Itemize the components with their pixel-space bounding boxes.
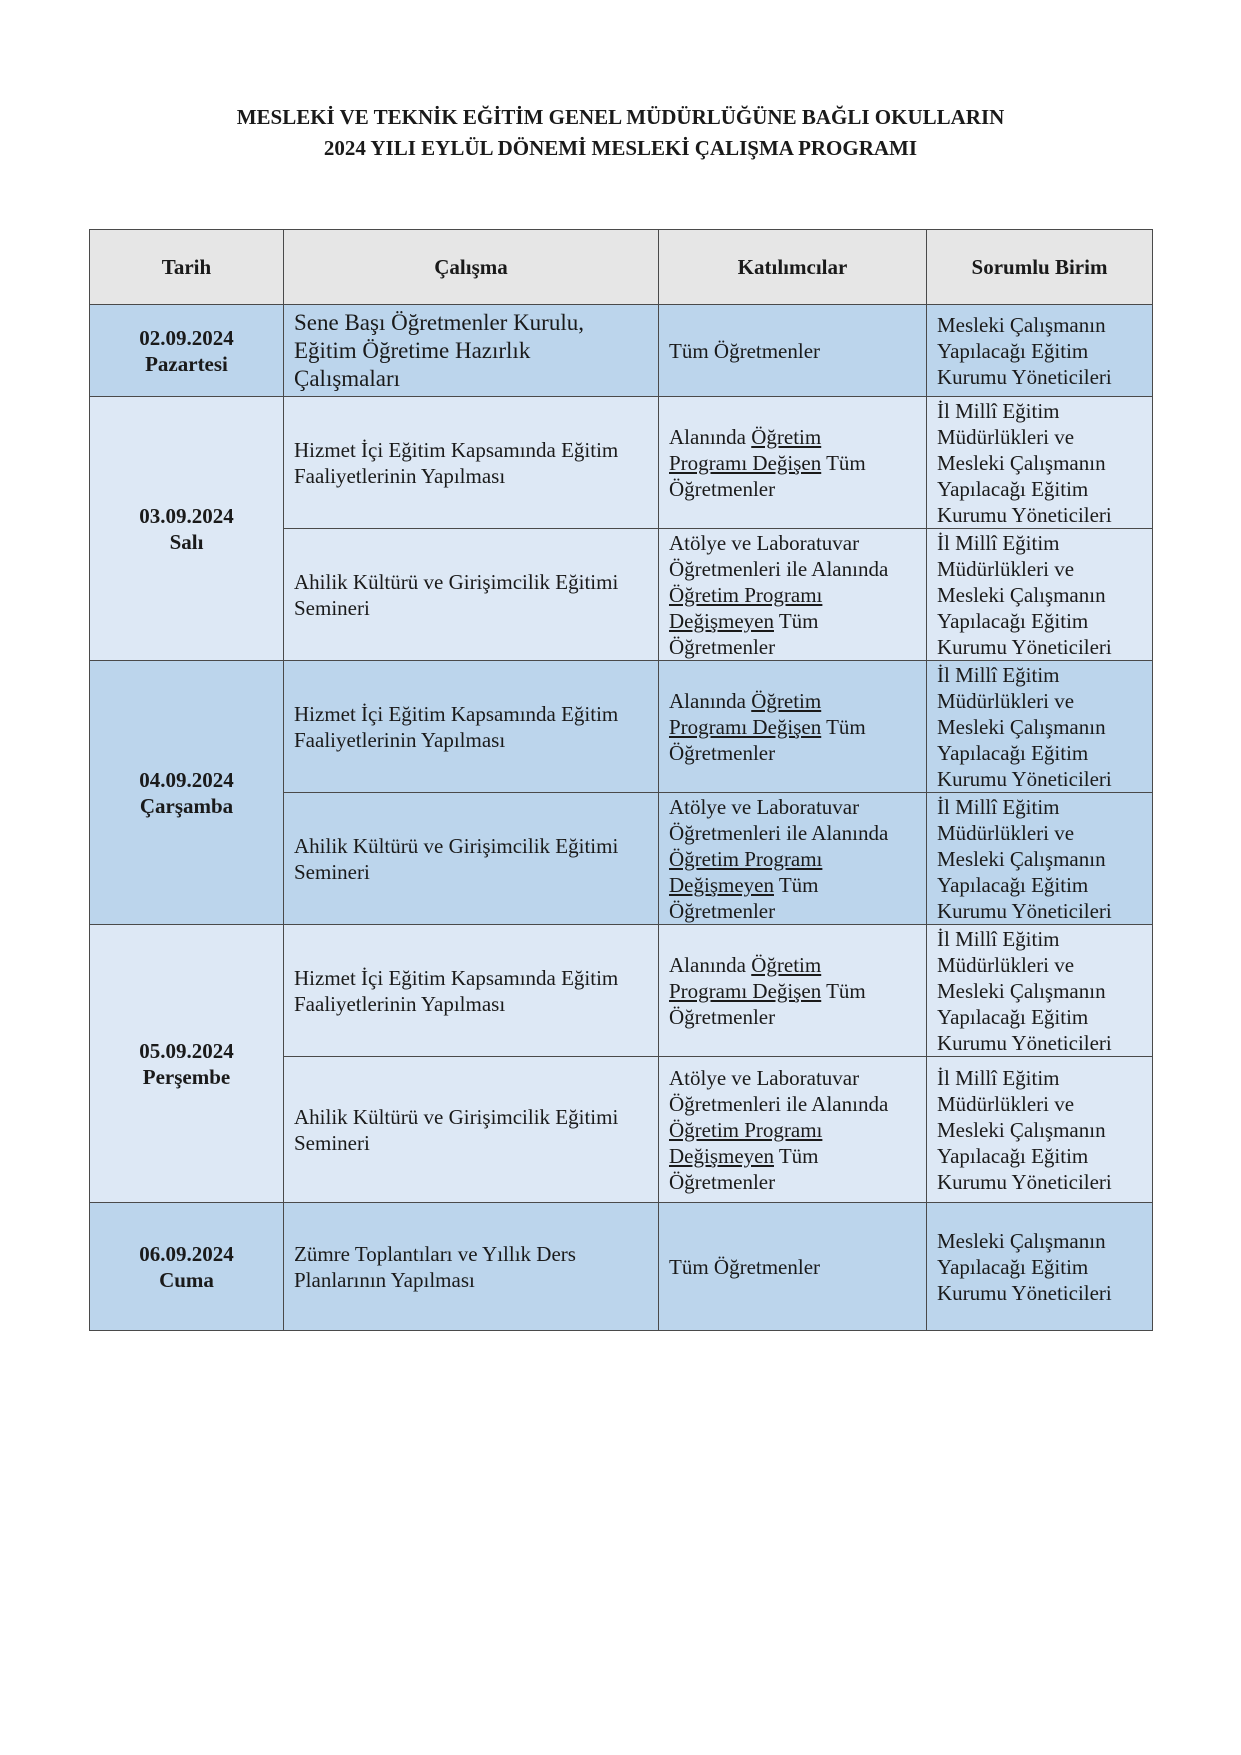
activity-cell: Hizmet İçi Eğitim Kapsamında Eğitim Faaliyetlerinin Yapılması xyxy=(284,925,659,1057)
activity-cell: Hizmet İçi Eğitim Kapsamında Eğitim Faaliyetlerinin Yapılması xyxy=(284,661,659,793)
unit-cell: Mesleki Çalışmanın Yapılacağı Eğitim Kurumu Yöneticileri xyxy=(927,1203,1153,1331)
table-row xyxy=(90,661,1153,793)
participants-cell: Tüm Öğretmenler xyxy=(659,305,927,397)
participants-cell: Alanında Öğretim Programı Değişen Tüm Öğretmenler xyxy=(659,661,927,793)
participants-cell: Atölye ve Laboratuvar Öğretmenleri ile Alanında Öğretim Programı Değişmeyen Tüm Öğretmenler xyxy=(659,793,927,925)
table-row xyxy=(90,305,1153,397)
unit-cell: İl Millî Eğitim Müdürlükleri ve Mesleki Çalışmanın Yapılacağı Eğitim Kurumu Yöneticileri xyxy=(927,1057,1153,1203)
table-row xyxy=(90,397,1153,529)
participants-cell: Tüm Öğretmenler xyxy=(659,1203,927,1331)
header-unit: Sorumlu Birim xyxy=(927,230,1153,305)
date-cell: 06.09.2024 Cuma xyxy=(90,1203,284,1331)
title-line-2: 2024 YILI EYLÜL DÖNEMİ MESLEKİ ÇALIŞMA PROGRAMI xyxy=(323,136,918,160)
unit-cell: Mesleki Çalışmanın Yapılacağı Eğitim Kurumu Yöneticileri xyxy=(927,305,1153,397)
participants-cell: Alanında Öğretim Programı Değişen Tüm Öğretmenler xyxy=(659,397,927,529)
page-title xyxy=(0,102,1241,164)
date-cell: 05.09.2024 Perşembe xyxy=(90,925,284,1203)
activity-cell: Zümre Toplantıları ve Yıllık Ders Planlarının Yapılması xyxy=(284,1203,659,1331)
unit-cell: İl Millî Eğitim Müdürlükleri ve Mesleki Çalışmanın Yapılacağı Eğitim Kurumu Yöneticileri xyxy=(927,529,1153,661)
activity-cell: Sene Başı Öğretmenler Kurulu, Eğitim Öğretime Hazırlık Çalışmaları xyxy=(284,305,659,397)
activity-cell: Ahilik Kültürü ve Girişimcilik Eğitimi Semineri xyxy=(284,793,659,925)
table-row xyxy=(90,1203,1153,1331)
unit-cell: İl Millî Eğitim Müdürlükleri ve Mesleki Çalışmanın Yapılacağı Eğitim Kurumu Yöneticileri xyxy=(927,793,1153,925)
participants-cell: Alanında Öğretim Programı Değişen Tüm Öğretmenler xyxy=(659,925,927,1057)
participants-cell: Atölye ve Laboratuvar Öğretmenleri ile Alanında Öğretim Programı Değişmeyen Tüm Öğretmenler xyxy=(659,1057,927,1203)
unit-cell: İl Millî Eğitim Müdürlükleri ve Mesleki Çalışmanın Yapılacağı Eğitim Kurumu Yöneticileri xyxy=(927,661,1153,793)
program-table xyxy=(89,229,1153,1331)
title-line-1: MESLEKİ VE TEKNİK EĞİTİM GENEL MÜDÜRLÜĞÜNE BAĞLI OKULLARIN xyxy=(236,105,1005,129)
date-cell: 03.09.2024 Salı xyxy=(90,397,284,661)
activity-cell: Ahilik Kültürü ve Girişimcilik Eğitimi Semineri xyxy=(284,529,659,661)
activity-cell: Ahilik Kültürü ve Girişimcilik Eğitimi Semineri xyxy=(284,1057,659,1203)
unit-cell: İl Millî Eğitim Müdürlükleri ve Mesleki Çalışmanın Yapılacağı Eğitim Kurumu Yöneticileri xyxy=(927,397,1153,529)
table-header-row xyxy=(90,230,1153,305)
header-date: Tarih xyxy=(90,230,284,305)
activity-cell: Hizmet İçi Eğitim Kapsamında Eğitim Faaliyetlerinin Yapılması xyxy=(284,397,659,529)
participants-cell: Atölye ve Laboratuvar Öğretmenleri ile Alanında Öğretim Programı Değişmeyen Tüm Öğretmenler xyxy=(659,529,927,661)
header-activity: Çalışma xyxy=(284,230,659,305)
unit-cell: İl Millî Eğitim Müdürlükleri ve Mesleki Çalışmanın Yapılacağı Eğitim Kurumu Yöneticileri xyxy=(927,925,1153,1057)
table-row xyxy=(90,925,1153,1057)
date-cell: 02.09.2024 Pazartesi xyxy=(90,305,284,397)
header-participants: Katılımcılar xyxy=(659,230,927,305)
date-cell: 04.09.2024 Çarşamba xyxy=(90,661,284,925)
